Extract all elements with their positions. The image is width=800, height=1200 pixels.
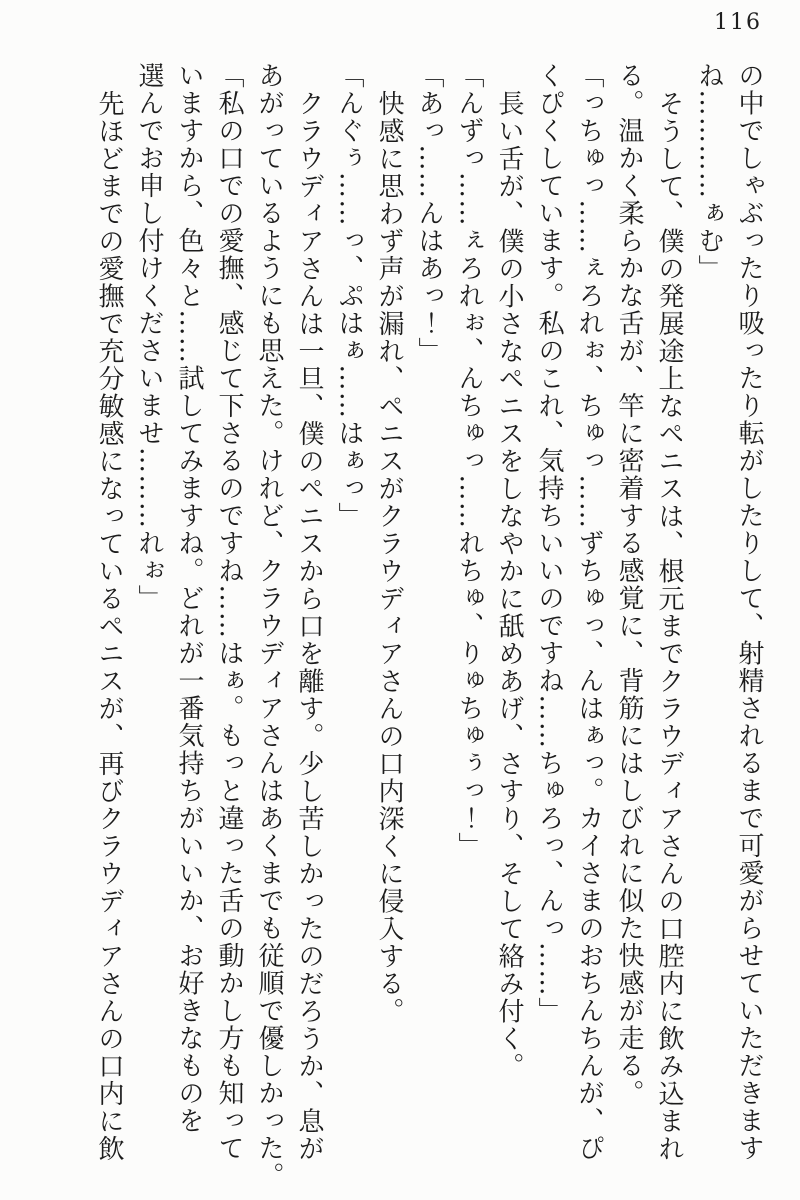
page-number: 116 bbox=[714, 10, 762, 35]
text-line: 先ほどまでの愛撫で充分敏感になっているペニスが、再びクラウディアさんの口内に飲 bbox=[94, 90, 124, 1163]
text-line: る。温かく柔らかな舌が、竿に密着する感覚に、背筋にはしびれに似た快感が走る。 bbox=[614, 62, 644, 1107]
text-line: 「あっ……んはあっ！」 bbox=[414, 62, 444, 365]
text-line: 「っちゅっ……ぇろれぉ、ちゅっ……ずちゅっ、んはぁっ。カイさまのおちんちんが、ぴ bbox=[574, 62, 604, 1162]
text-line: 快感に思わず声が漏れ、ペニスがクラウディアさんの口内深くに侵入する。 bbox=[374, 90, 404, 1025]
text-line: ね…………ぁむ」 bbox=[694, 62, 724, 282]
text-line: あがっているようにも思えた。けれど、クラウディアさんはあくまでも従順で優しかった。 bbox=[254, 62, 284, 1190]
text-line: 「私の口での愛撫、感じて下さるのですね……はぁ。もっと違った舌の動かし方も知って bbox=[214, 62, 244, 1162]
text-line: 長い舌が、僕の小さなペニスをしなやかに舐めあげ、さすり、そして絡み付く。 bbox=[494, 90, 524, 1080]
text-line: そうして、僕の発展途上なペニスは、根元までクラウディアさんの口腔内に飲み込まれ bbox=[654, 90, 684, 1163]
text-columns bbox=[95, 62, 762, 1194]
text-line: いますから、色々と……試してみますね。どれが一番気持ちがいいか、お好きなものを bbox=[174, 62, 204, 1135]
text-line: くぴくしています。私のこれ、気持ちいいのですね……ちゅろっ、んっ……」 bbox=[534, 62, 564, 1025]
text-line: 「んずっ……ぇろれぉ、んちゅっ……れちゅ、りゅちゅぅっ！」 bbox=[454, 62, 484, 860]
text-line: の中でしゃぶったり吸ったり転がしたりして、射精されるまで可愛がらせていただきます bbox=[734, 62, 764, 1162]
text-line: クラウディアさんは一旦、僕のペニスから口を離す。少し苦しかったのだろうか、息が bbox=[294, 90, 324, 1163]
text-line: 選んでお申し付けくださいませ………れぉ」 bbox=[134, 62, 164, 612]
text-line: 「んぐぅ……っ、ぷはぁ……はぁっ」 bbox=[334, 62, 364, 530]
